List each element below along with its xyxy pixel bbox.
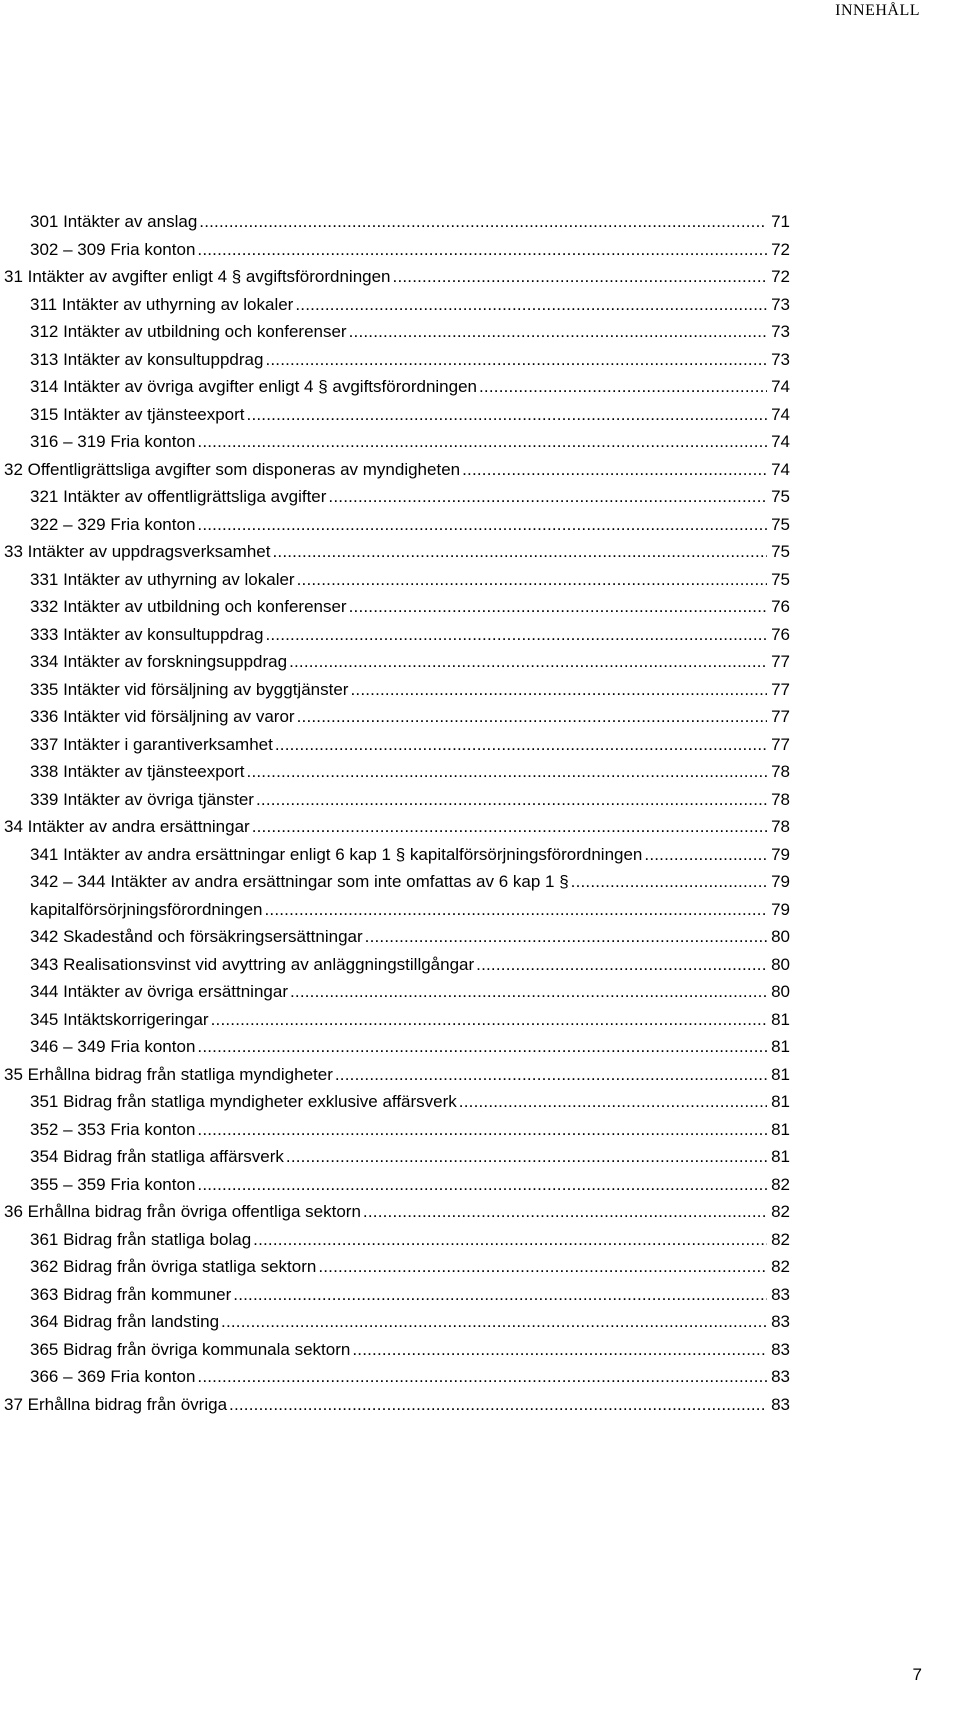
toc-entry-label: 37 Erhållna bidrag från övriga [4,1394,228,1414]
dot-leader [197,1173,767,1197]
toc-entry-label: 322 – 329 Fria konton [30,514,196,534]
toc-entry[interactable] [30,733,790,757]
dot-leader [318,1255,767,1279]
toc-entry[interactable] [30,870,790,894]
toc-entry-label: 344 Intäkter av övriga ersättningar [30,982,288,1001]
toc-entry-page: 82 [771,1174,790,1194]
toc-entry-label: 351 Bidrag från statliga myndigheter exklusive affärsverk [30,1092,457,1111]
dot-leader [197,1035,767,1059]
toc-entry[interactable] [30,238,790,262]
toc-entry-page: 77 [771,734,790,754]
toc-entry[interactable] [30,843,790,867]
toc-entry-label: 342 Skadestånd och försäkringsersättningar [30,927,363,946]
toc-entry-page: 83 [771,1284,790,1304]
toc-entry[interactable] [30,568,790,592]
toc-entry-page: 71 [771,212,790,231]
toc-entry-page: 78 [771,762,790,781]
toc-entry-page: 79 [771,899,790,919]
running-header: INNEHÅLL [835,2,920,19]
dot-leader [479,375,767,399]
toc-entry-label: 32 Offentligrättsliga avgifter som disponeras av myndigheten [4,459,461,479]
toc-entry-page: 74 [771,432,790,451]
toc-entry-page: 78 [771,789,790,809]
dot-leader [328,485,767,509]
dot-leader [272,540,767,564]
toc-entry-label: 333 Intäkter av konsultuppdrag [30,624,264,644]
toc-entry-label: 346 – 349 Fria konton [30,1037,196,1056]
dot-leader [199,210,767,234]
toc-entry[interactable] [30,348,790,372]
toc-entry-label: 314 Intäkter av övriga avgifter enligt 4 § avgiftsförordningen [30,377,477,396]
toc-entry[interactable] [30,1228,790,1252]
toc-entry-page: 81 [771,1037,790,1056]
toc-entry-label: 331 Intäkter av uthyrning av lokaler [30,569,295,589]
toc-entry-page: 72 [771,239,790,259]
toc-entry-label: 321 Intäkter av offentligrättsliga avgifter [30,487,327,506]
toc-entry[interactable] [30,1255,790,1279]
dot-leader [211,1008,767,1032]
toc-entry[interactable] [30,1365,790,1389]
toc-entry-page: 79 [771,844,790,864]
toc-entry-label: 31 Intäkter av avgifter enligt 4 § avgiftsförordningen [4,267,391,286]
toc-entry-label: 342 – 344 Intäkter av andra ersättningar som inte omfattas av 6 kap 1 § [30,872,569,891]
toc-entry-label: 313 Intäkter av konsultuppdrag [30,349,264,369]
dot-leader [265,623,767,647]
dot-leader [571,870,767,894]
toc-entry-page: 80 [771,954,790,974]
toc-entry-label: 312 Intäkter av utbildning och konferenser [30,322,347,341]
toc-entry[interactable] [4,458,790,482]
dot-leader [252,815,767,839]
toc-entry[interactable] [30,1035,790,1059]
toc-entry-label: 311 Intäkter av uthyrning av lokaler [30,294,294,314]
toc-entry-page: 81 [771,1009,790,1029]
toc-entry-page: 73 [771,294,790,314]
toc-entry-label: 341 Intäkter av andra ersättningar enligt 6 kap 1 § kapitalförsörjningsförordningen [30,844,643,864]
toc-entry-label: 36 Erhållna bidrag från övriga offentliga sektorn [4,1202,361,1221]
toc-entry[interactable] [30,1118,790,1142]
dot-leader [459,1090,767,1114]
toc-entry-page: 82 [771,1229,790,1249]
toc-entry-page: 82 [771,1202,790,1221]
dot-leader [352,1338,767,1362]
page-number: 7 [912,1665,922,1684]
toc-entry[interactable] [30,1090,790,1114]
toc-entry[interactable] [30,788,790,812]
toc-entry-label: 335 Intäkter vid försäljning av byggtjänster [30,679,349,699]
toc-entry-page: 76 [771,624,790,644]
toc-entry-page: 78 [771,817,790,836]
toc-entry[interactable] [4,540,790,564]
toc-entry-label: 345 Intäktskorrigeringar [30,1009,209,1029]
toc-entry-label: 338 Intäkter av tjänsteexport [30,762,245,781]
toc-entry-page: 77 [771,707,790,726]
toc-entry-label: 339 Intäkter av övriga tjänster [30,789,254,809]
toc-entry-label: 362 Bidrag från övriga statliga sektorn [30,1257,317,1276]
toc-entry-page: 79 [771,872,790,891]
dot-leader [290,980,767,1004]
toc-entry-page: 73 [771,322,790,341]
toc-entry-label: 352 – 353 Fria konton [30,1119,196,1139]
toc-entry-label: 334 Intäkter av forskningsuppdrag [30,652,288,671]
dot-leader [363,1200,767,1224]
toc-entry-label: 302 – 309 Fria konton [30,239,196,259]
toc-entry[interactable] [30,375,790,399]
toc-entry[interactable] [30,293,790,317]
toc-entry-page: 81 [771,1147,790,1166]
toc-entry[interactable] [30,760,790,784]
toc-entry-page: 83 [771,1339,790,1359]
toc-entry-page: 75 [771,569,790,589]
toc-entry[interactable] [4,265,790,289]
toc-entry-label: 361 Bidrag från statliga bolag [30,1229,252,1249]
toc-entry-label: kapitalförsörjningsförordningen [30,899,263,919]
dot-leader [644,843,767,867]
toc-entry[interactable] [30,1008,790,1032]
toc-entry[interactable] [30,485,790,509]
toc-entry[interactable] [30,1173,790,1197]
dot-leader [335,1063,767,1087]
toc-entry[interactable] [30,623,790,647]
toc-entry[interactable] [30,705,790,729]
toc-entry-page: 82 [771,1257,790,1276]
dot-leader [221,1310,767,1334]
dot-leader [197,1118,767,1142]
toc-entry-label: 35 Erhållna bidrag från statliga myndigheter [4,1064,333,1084]
toc-entry-page: 83 [771,1312,790,1331]
dot-leader [197,1365,767,1389]
dot-leader [247,760,768,784]
toc-entry-page: 72 [771,267,790,286]
toc-entry[interactable] [30,678,790,702]
dot-leader [253,1228,767,1252]
toc-entry[interactable] [30,403,790,427]
toc-entry[interactable] [30,1283,790,1307]
dot-leader [233,1283,767,1307]
dot-leader [275,733,767,757]
toc-entry[interactable] [30,1338,790,1362]
dot-leader [247,403,768,427]
toc-entry[interactable] [4,1393,790,1417]
dot-leader [264,898,767,922]
dot-leader [365,925,767,949]
toc-entry-page: 75 [771,487,790,506]
toc-entry-page: 75 [771,514,790,534]
dot-leader [289,650,767,674]
dot-leader [286,1145,767,1169]
dot-leader [229,1393,767,1417]
toc-entry-page: 81 [771,1119,790,1139]
toc-entry[interactable] [30,513,790,537]
dot-leader [295,293,767,317]
dot-leader [393,265,768,289]
toc-entry[interactable] [30,430,790,454]
toc-entry-label: 33 Intäkter av uppdragsverksamhet [4,542,271,561]
toc-entry-label: 34 Intäkter av andra ersättningar [4,817,250,836]
dot-leader [297,568,767,592]
toc-entry-page: 74 [771,377,790,396]
toc-entry[interactable] [30,925,790,949]
toc-entry-page: 73 [771,349,790,369]
toc-entry[interactable] [30,1145,790,1169]
toc-entry-page: 75 [771,542,790,561]
toc-entry-label: 316 – 319 Fria konton [30,432,196,451]
toc-entry-label: 355 – 359 Fria konton [30,1174,196,1194]
toc-entry-page: 81 [771,1092,790,1111]
toc-entry[interactable] [30,595,790,619]
toc-entry-label: 363 Bidrag från kommuner [30,1284,232,1304]
toc-entry[interactable] [30,980,790,1004]
toc-entry-page: 80 [771,982,790,1001]
toc-entry-page: 83 [771,1367,790,1386]
toc-entry-label: 332 Intäkter av utbildning och konferenser [30,597,347,616]
toc-entry-label: 337 Intäkter i garantiverksamhet [30,734,273,754]
toc-entry[interactable] [30,953,790,977]
dot-leader [197,430,767,454]
toc-entry-label: 365 Bidrag från övriga kommunala sektorn [30,1339,351,1359]
dot-leader [349,595,767,619]
toc-entry[interactable] [4,1200,790,1224]
dot-leader [350,678,767,702]
dot-leader [462,458,767,482]
toc-entry-page: 74 [771,404,790,424]
toc-entry[interactable] [4,1063,790,1087]
dot-leader [297,705,767,729]
toc-entry-page: 74 [771,459,790,479]
dot-leader [265,348,767,372]
toc-entry-page: 77 [771,679,790,699]
toc-entry[interactable] [30,898,790,922]
toc-entry-label: 315 Intäkter av tjänsteexport [30,404,245,424]
toc-entry-label: 336 Intäkter vid försäljning av varor [30,707,295,726]
toc-entry-label: 366 – 369 Fria konton [30,1367,196,1386]
toc-entry-label: 364 Bidrag från landsting [30,1312,220,1331]
dot-leader [349,320,767,344]
toc-entry-label: 301 Intäkter av anslag [30,212,198,231]
dot-leader [197,513,767,537]
toc-entry[interactable] [30,650,790,674]
toc-entry[interactable] [30,210,790,234]
dot-leader [476,953,767,977]
dot-leader [197,238,767,262]
toc-entry-page: 77 [771,652,790,671]
toc-entry[interactable] [30,320,790,344]
toc-entry-page: 76 [771,597,790,616]
toc-entry-page: 83 [771,1394,790,1414]
dot-leader [256,788,767,812]
toc-entry-label: 354 Bidrag från statliga affärsverk [30,1147,284,1166]
toc-entry[interactable] [30,1310,790,1334]
toc-entry-page: 81 [771,1064,790,1084]
toc-entry[interactable] [4,815,790,839]
toc-entry-label: 343 Realisationsvinst vid avyttring av anläggningstillgångar [30,954,475,974]
toc-entry-page: 80 [771,927,790,946]
